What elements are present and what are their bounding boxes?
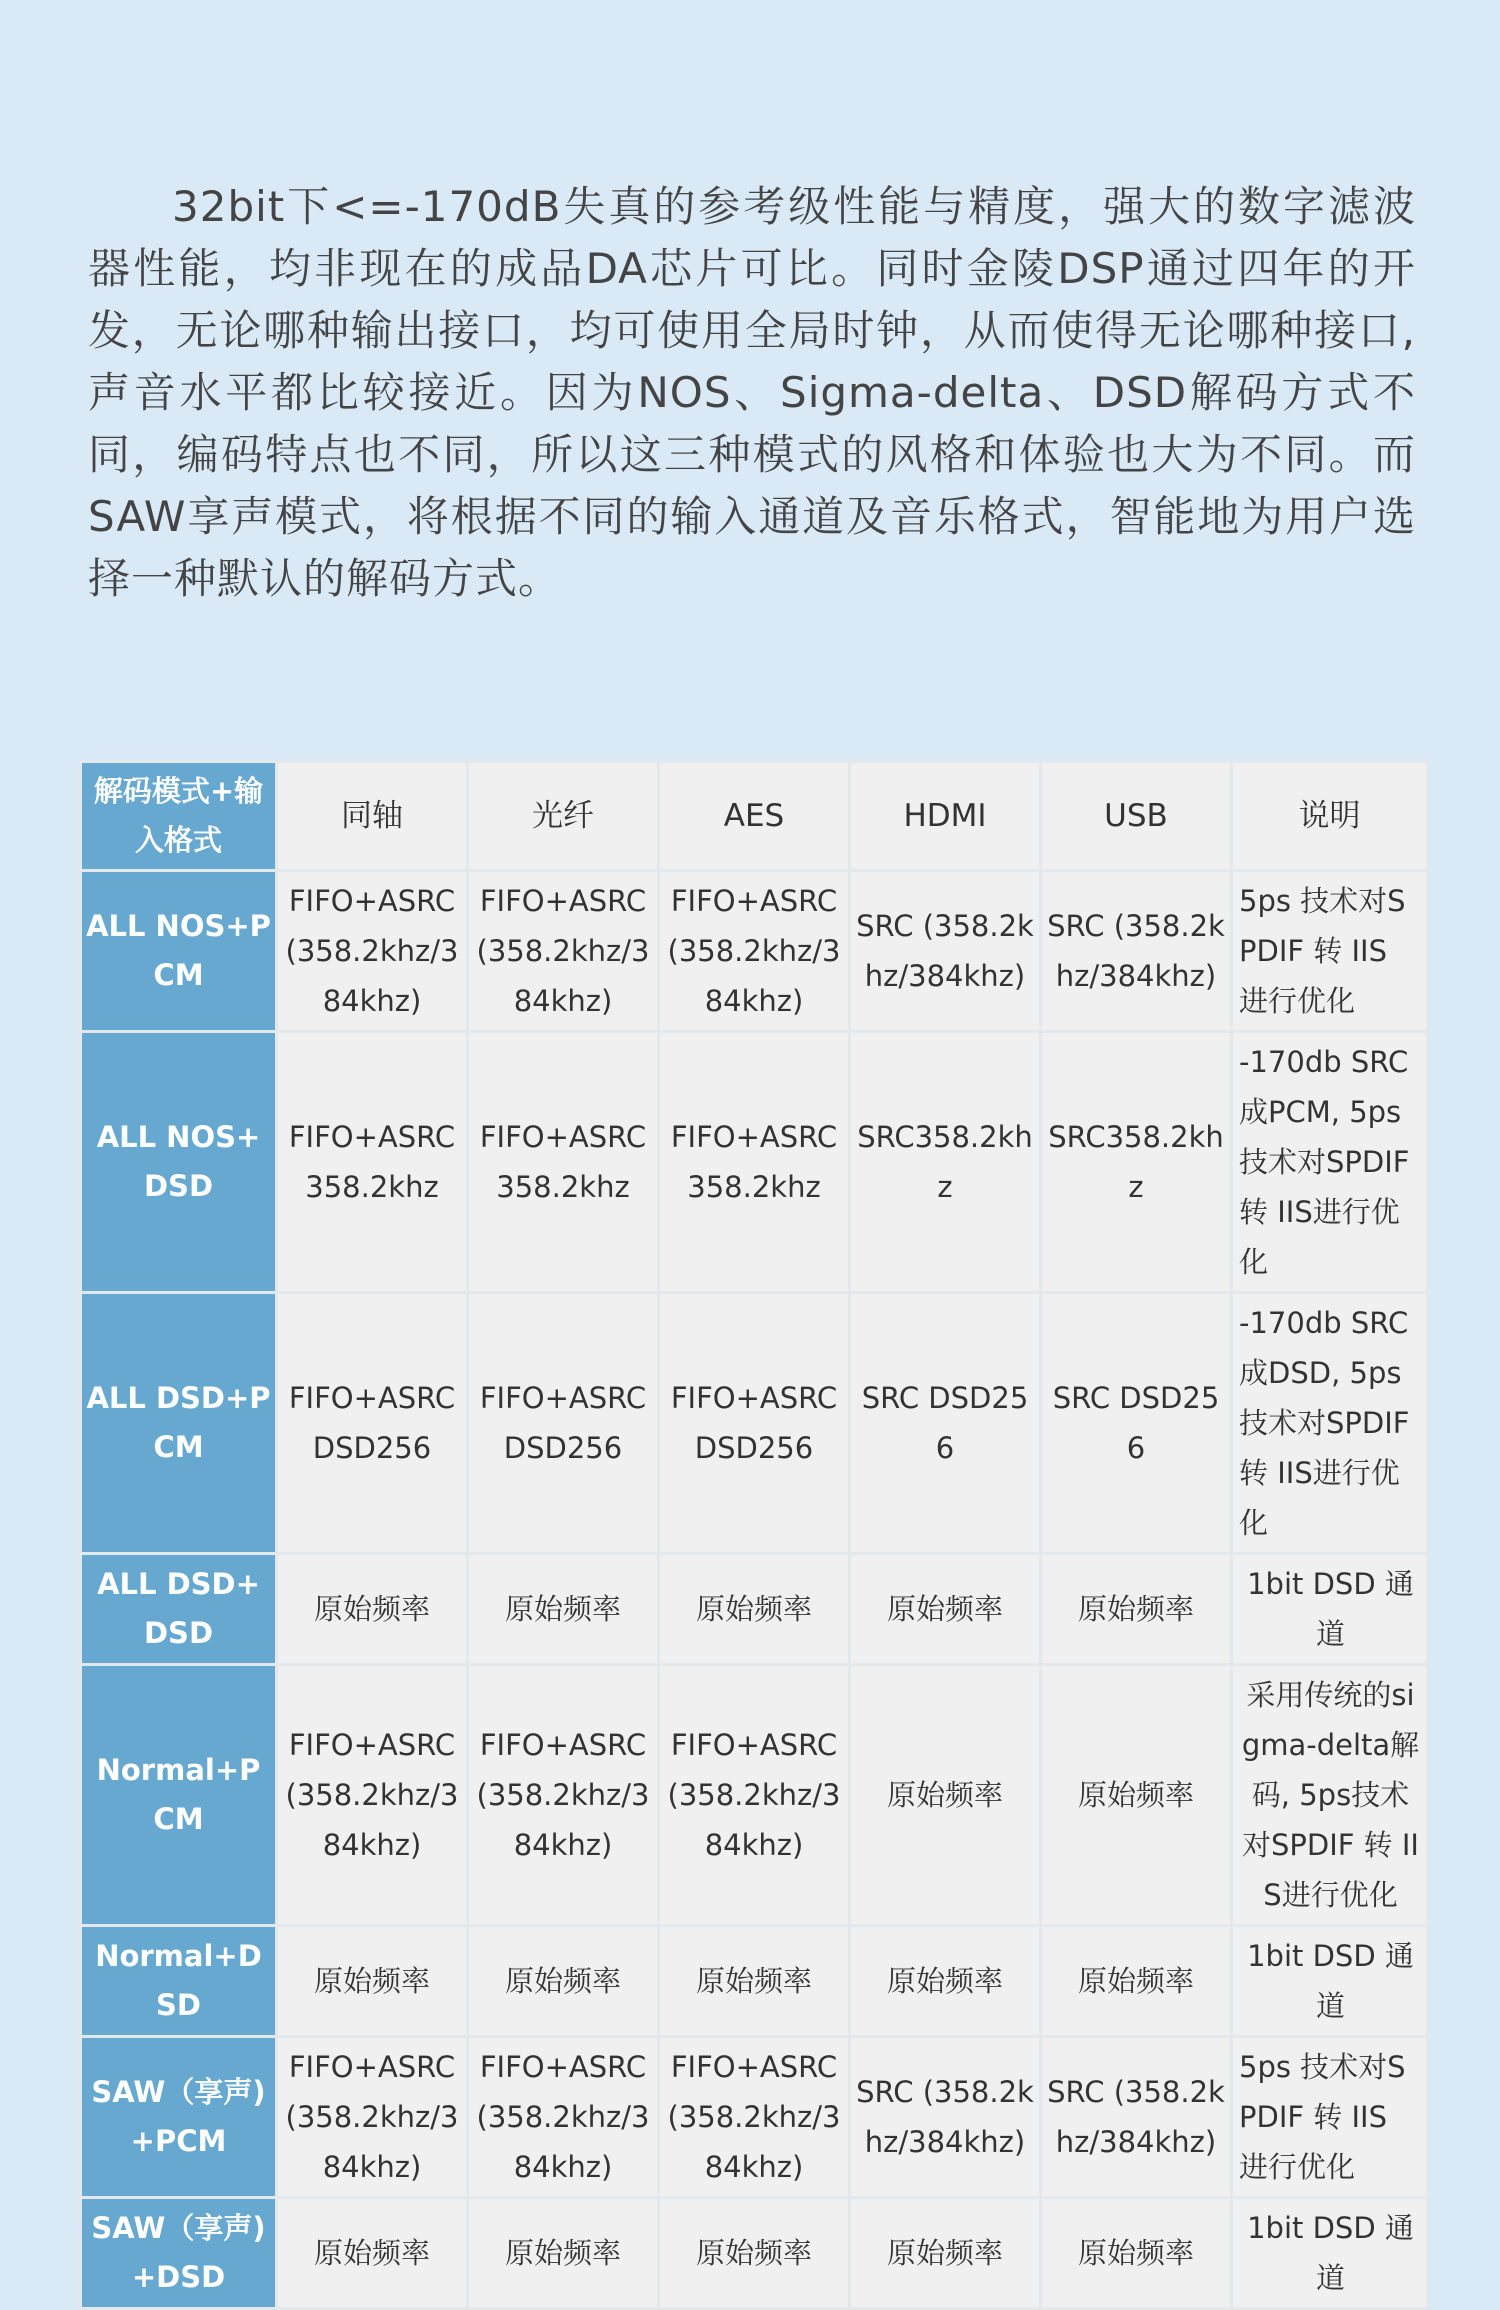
table-cell: SRC (358.2khz/384khz) — [1041, 871, 1232, 1032]
table-cell: FIFO+ASRC (358.2khz/384khz) — [277, 1665, 468, 1926]
table-cell: FIFO+ASRC (358.2khz/384khz) — [277, 871, 468, 1032]
row-mode-label: ALL NOS+PCM — [81, 871, 277, 1032]
corner-header: 解码模式+输入格式 — [81, 762, 277, 871]
intro-text-block — [88, 176, 1416, 610]
table-cell: SRC (358.2khz/384khz) — [1041, 2037, 1232, 2198]
table-row — [81, 1665, 1428, 1926]
table-cell: SRC358.2khz — [1041, 1032, 1232, 1293]
table-cell: FIFO+ASRC358.2khz — [468, 1032, 659, 1293]
table-cell: FIFO+ASRC358.2khz — [659, 1032, 850, 1293]
table-cell: 原始频率 — [1041, 2198, 1232, 2309]
table-cell: SRC (358.2khz/384khz) — [850, 2037, 1041, 2198]
column-header-hdmi: HDMI — [850, 762, 1041, 871]
row-mode-label: ALL DSD+PCM — [81, 1293, 277, 1554]
column-header-coaxial: 同轴 — [277, 762, 468, 871]
row-note: 5ps 技术对SPDIF 转 IIS 进行优化 — [1232, 871, 1428, 1032]
table-cell: 原始频率 — [659, 1554, 850, 1665]
table-row — [81, 1293, 1428, 1554]
table-cell: SRC358.2khz — [850, 1032, 1041, 1293]
row-mode-label: ALL DSD+DSD — [81, 1554, 277, 1665]
row-mode-label: ALL NOS+DSD — [81, 1032, 277, 1293]
column-header-usb: USB — [1041, 762, 1232, 871]
table-row — [81, 1926, 1428, 2037]
row-note: 采用传统的sigma-delta解码, 5ps技术对SPDIF 转 IIS进行优化 — [1232, 1665, 1428, 1926]
table-cell: FIFO+ASRC358.2khz — [277, 1032, 468, 1293]
table-cell: FIFO+ASRC DSD256 — [277, 1293, 468, 1554]
table-cell: 原始频率 — [850, 1665, 1041, 1926]
decoding-mode-table — [79, 760, 1429, 2310]
table-cell: FIFO+ASRC (358.2khz/384khz) — [468, 2037, 659, 2198]
table-cell: 原始频率 — [659, 2198, 850, 2309]
table-row — [81, 1032, 1428, 1293]
table-cell: 原始频率 — [850, 1926, 1041, 2037]
table-row — [81, 871, 1428, 1032]
column-header-notes: 说明 — [1232, 762, 1428, 871]
row-mode-label: SAW（享声)+PCM — [81, 2037, 277, 2198]
table-cell: 原始频率 — [850, 1554, 1041, 1665]
row-mode-label: Normal+DSD — [81, 1926, 277, 2037]
row-note: 1bit DSD 通道 — [1232, 1554, 1428, 1665]
table-cell: FIFO+ASRC DSD256 — [468, 1293, 659, 1554]
table-cell: FIFO+ASRC (358.2khz/384khz) — [659, 1665, 850, 1926]
table-row — [81, 2198, 1428, 2309]
table-cell: SRC DSD256 — [1041, 1293, 1232, 1554]
table-row — [81, 2037, 1428, 2198]
row-note: -170db SRC成DSD, 5ps技术对SPDIF 转 IIS进行优化 — [1232, 1293, 1428, 1554]
column-header-aes: AES — [659, 762, 850, 871]
table-cell: 原始频率 — [468, 2198, 659, 2309]
row-note: -170db SRC成PCM, 5ps技术对SPDIF 转 IIS进行优化 — [1232, 1032, 1428, 1293]
table-cell: 原始频率 — [1041, 1926, 1232, 2037]
table-header-row — [81, 762, 1428, 871]
table-cell: FIFO+ASRC DSD256 — [659, 1293, 850, 1554]
row-note: 5ps 技术对SPDIF 转 IIS 进行优化 — [1232, 2037, 1428, 2198]
table-cell: SRC DSD256 — [850, 1293, 1041, 1554]
row-note: 1bit DSD 通道 — [1232, 1926, 1428, 2037]
table-cell: 原始频率 — [468, 1554, 659, 1665]
table-cell: 原始频率 — [277, 2198, 468, 2309]
table-cell: 原始频率 — [1041, 1665, 1232, 1926]
table-row — [81, 1554, 1428, 1665]
intro-paragraph: 32bit下<=-170dB失真的参考级性能与精度，强大的数字滤波器性能，均非现在的成品DA芯片可比。同时金陵DSP通过四年的开发，无论哪种输出接口，均可使用全局时钟，从而使得无论哪种接口, 声音水平都比较接近。因为NOS、Sigma-delta、DSD解码方式不同，编码特点也不同，所以这三种模式的风格和体验也大为不同。而SAW享声模式，将根据不同的输入通道及音乐格式，智能地为用户选择一种默认的解码方式。 — [88, 182, 1416, 603]
table-cell: FIFO+ASRC (358.2khz/384khz) — [468, 1665, 659, 1926]
table-cell: 原始频率 — [659, 1926, 850, 2037]
table-cell: FIFO+ASRC (358.2khz/384khz) — [277, 2037, 468, 2198]
table-cell: FIFO+ASRC (358.2khz/384khz) — [659, 2037, 850, 2198]
table-cell: FIFO+ASRC (358.2khz/384khz) — [659, 871, 850, 1032]
table-cell: 原始频率 — [850, 2198, 1041, 2309]
table-cell: 原始频率 — [277, 1926, 468, 2037]
column-header-optical: 光纤 — [468, 762, 659, 871]
table-cell: 原始频率 — [1041, 1554, 1232, 1665]
table-cell: SRC (358.2khz/384khz) — [850, 871, 1041, 1032]
row-mode-label: Normal+PCM — [81, 1665, 277, 1926]
table-cell: 原始频率 — [277, 1554, 468, 1665]
table-cell: 原始频率 — [468, 1926, 659, 2037]
table-cell: FIFO+ASRC (358.2khz/384khz) — [468, 871, 659, 1032]
row-mode-label: SAW（享声)+DSD — [81, 2198, 277, 2309]
row-note: 1bit DSD 通道 — [1232, 2198, 1428, 2309]
